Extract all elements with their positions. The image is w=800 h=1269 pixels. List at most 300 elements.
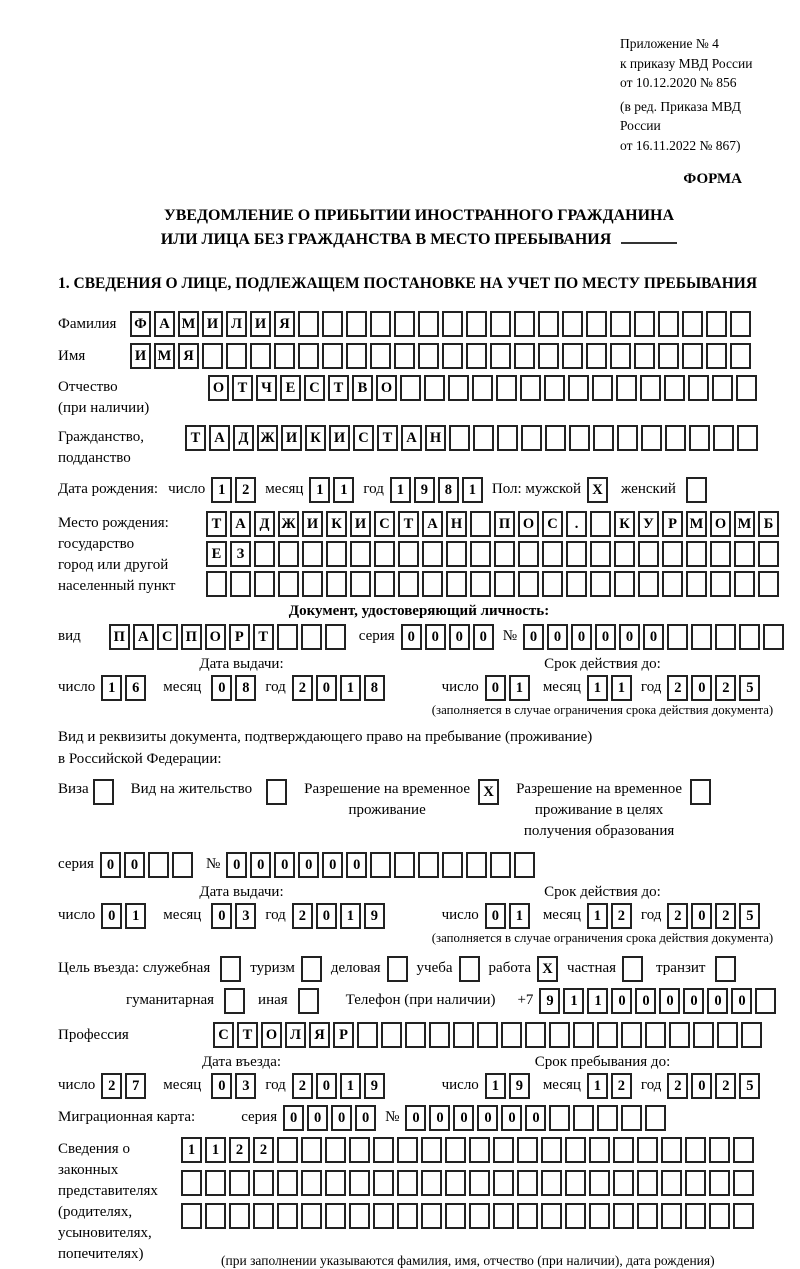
form-cell[interactable]: Н [446,511,467,537]
form-cell[interactable] [397,1170,418,1196]
form-cell[interactable] [616,375,637,401]
form-cell[interactable] [181,1170,202,1196]
form-cell[interactable] [442,343,463,369]
form-cell[interactable] [640,375,661,401]
form-cell[interactable] [466,852,487,878]
form-cell[interactable] [206,571,227,597]
form-cell[interactable]: Р [662,511,683,537]
form-cell[interactable] [446,541,467,567]
form-cell[interactable] [494,571,515,597]
form-cell[interactable] [373,1170,394,1196]
form-cell[interactable] [370,311,391,337]
form-cell[interactable]: Т [185,425,206,451]
form-cell[interactable] [254,571,275,597]
form-cell[interactable] [418,311,439,337]
form-cell[interactable] [350,571,371,597]
form-cell[interactable] [466,343,487,369]
form-cell[interactable] [501,1022,522,1048]
form-cell[interactable] [518,541,539,567]
form-cell[interactable] [613,1137,634,1163]
form-cell[interactable] [394,852,415,878]
form-cell[interactable] [661,1137,682,1163]
form-cell[interactable] [418,852,439,878]
form-cell[interactable]: 0 [346,852,367,878]
form-cell[interactable] [298,343,319,369]
form-cell[interactable] [685,1170,706,1196]
form-cell[interactable]: 8 [364,675,385,701]
form-cell[interactable]: О [376,375,397,401]
form-cell[interactable] [202,343,223,369]
form-cell[interactable] [715,624,736,650]
form-cell[interactable] [562,311,583,337]
form-cell[interactable]: И [281,425,302,451]
form-cell[interactable]: 9 [539,988,560,1014]
form-cell[interactable] [459,956,480,982]
form-cell[interactable]: 1 [205,1137,226,1163]
form-cell[interactable] [301,624,322,650]
form-cell[interactable]: 0 [473,624,494,650]
form-cell[interactable] [597,1022,618,1048]
form-cell[interactable] [357,1022,378,1048]
form-cell[interactable] [466,311,487,337]
form-cell[interactable] [637,1203,658,1229]
form-cell[interactable] [689,425,710,451]
form-cell[interactable] [514,852,535,878]
form-cell[interactable] [374,571,395,597]
form-cell[interactable]: П [109,624,130,650]
form-cell[interactable]: 0 [501,1105,522,1131]
form-cell[interactable]: А [154,311,175,337]
form-cell[interactable] [229,1170,250,1196]
form-cell[interactable]: 0 [691,903,712,929]
form-cell[interactable] [326,541,347,567]
form-cell[interactable] [686,477,707,503]
form-cell[interactable]: 0 [101,903,122,929]
form-cell[interactable]: 5 [739,903,760,929]
form-cell[interactable]: 0 [571,624,592,650]
form-cell[interactable] [538,343,559,369]
form-cell[interactable]: X [537,956,558,982]
form-cell[interactable] [710,571,731,597]
form-cell[interactable]: Д [233,425,254,451]
form-cell[interactable] [325,624,346,650]
form-cell[interactable] [597,1105,618,1131]
form-cell[interactable] [220,956,241,982]
form-cell[interactable] [470,571,491,597]
form-cell[interactable] [418,343,439,369]
form-cell[interactable] [277,1203,298,1229]
form-cell[interactable]: 1 [340,675,361,701]
form-cell[interactable]: 0 [429,1105,450,1131]
form-cell[interactable] [224,988,245,1014]
form-cell[interactable] [638,571,659,597]
form-cell[interactable]: 9 [509,1073,530,1099]
form-cell[interactable] [542,571,563,597]
form-cell[interactable] [301,1203,322,1229]
form-cell[interactable]: 1 [485,1073,506,1099]
form-cell[interactable]: 2 [292,903,313,929]
form-cell[interactable] [662,571,683,597]
form-cell[interactable] [381,1022,402,1048]
form-cell[interactable]: О [261,1022,282,1048]
form-cell[interactable] [514,311,535,337]
form-cell[interactable] [250,343,271,369]
form-cell[interactable] [301,1137,322,1163]
form-cell[interactable] [665,425,686,451]
form-cell[interactable]: 1 [587,988,608,1014]
form-cell[interactable] [614,541,635,567]
form-cell[interactable] [346,311,367,337]
form-cell[interactable]: 2 [292,1073,313,1099]
form-cell[interactable] [586,311,607,337]
form-cell[interactable] [472,375,493,401]
form-cell[interactable] [230,571,251,597]
form-cell[interactable]: 1 [587,1073,608,1099]
form-cell[interactable]: М [686,511,707,537]
form-cell[interactable]: А [209,425,230,451]
form-cell[interactable] [544,375,565,401]
form-cell[interactable] [493,1170,514,1196]
form-cell[interactable]: 1 [211,477,232,503]
form-cell[interactable]: 3 [235,903,256,929]
form-cell[interactable] [733,1170,754,1196]
form-cell[interactable] [277,1137,298,1163]
form-cell[interactable] [394,343,415,369]
form-cell[interactable]: 0 [485,903,506,929]
form-cell[interactable] [634,343,655,369]
form-cell[interactable] [274,343,295,369]
form-cell[interactable] [172,852,193,878]
form-cell[interactable]: 2 [253,1137,274,1163]
form-cell[interactable]: 2 [667,1073,688,1099]
form-cell[interactable] [521,425,542,451]
form-cell[interactable]: 0 [659,988,680,1014]
form-cell[interactable]: З [230,541,251,567]
form-cell[interactable] [638,541,659,567]
form-cell[interactable] [349,1170,370,1196]
form-cell[interactable]: С [353,425,374,451]
form-cell[interactable]: 0 [707,988,728,1014]
form-cell[interactable] [205,1203,226,1229]
form-cell[interactable] [641,425,662,451]
form-cell[interactable] [397,1137,418,1163]
form-cell[interactable]: Т [377,425,398,451]
form-cell[interactable] [590,511,611,537]
form-cell[interactable]: И [329,425,350,451]
form-cell[interactable] [397,1203,418,1229]
form-cell[interactable]: П [494,511,515,537]
form-cell[interactable] [734,571,755,597]
form-cell[interactable] [682,311,703,337]
form-cell[interactable]: Т [328,375,349,401]
form-cell[interactable] [565,1137,586,1163]
form-cell[interactable] [739,624,760,650]
form-cell[interactable] [302,571,323,597]
form-cell[interactable] [387,956,408,982]
form-cell[interactable]: Е [280,375,301,401]
form-cell[interactable]: 0 [211,903,232,929]
form-cell[interactable] [613,1203,634,1229]
form-cell[interactable] [710,541,731,567]
form-cell[interactable]: 6 [125,675,146,701]
form-cell[interactable] [730,343,751,369]
form-cell[interactable]: Т [232,375,253,401]
form-cell[interactable]: 1 [587,903,608,929]
form-cell[interactable] [645,1022,666,1048]
form-cell[interactable] [493,1137,514,1163]
form-cell[interactable]: 0 [691,675,712,701]
form-cell[interactable]: 0 [523,624,544,650]
form-cell[interactable] [730,311,751,337]
form-cell[interactable] [470,541,491,567]
form-cell[interactable]: 0 [124,852,145,878]
form-cell[interactable] [733,1203,754,1229]
form-cell[interactable] [637,1137,658,1163]
form-cell[interactable] [473,425,494,451]
form-cell[interactable] [565,1203,586,1229]
form-cell[interactable]: 2 [292,675,313,701]
form-cell[interactable] [763,624,784,650]
form-cell[interactable] [421,1170,442,1196]
form-cell[interactable] [690,779,711,805]
form-cell[interactable] [301,956,322,982]
form-cell[interactable] [517,1170,538,1196]
form-cell[interactable]: 8 [438,477,459,503]
form-cell[interactable] [226,343,247,369]
form-cell[interactable]: 3 [235,1073,256,1099]
form-cell[interactable]: 0 [595,624,616,650]
form-cell[interactable]: 0 [611,988,632,1014]
form-cell[interactable] [573,1022,594,1048]
form-cell[interactable] [493,1203,514,1229]
form-cell[interactable] [733,1137,754,1163]
form-cell[interactable]: Т [398,511,419,537]
form-cell[interactable]: 5 [739,675,760,701]
form-cell[interactable] [538,311,559,337]
form-cell[interactable]: В [352,375,373,401]
form-cell[interactable]: А [401,425,422,451]
form-cell[interactable] [613,1170,634,1196]
form-cell[interactable] [490,852,511,878]
form-cell[interactable] [445,1170,466,1196]
form-cell[interactable] [445,1203,466,1229]
form-cell[interactable] [469,1170,490,1196]
form-cell[interactable] [322,343,343,369]
form-cell[interactable] [565,1170,586,1196]
form-cell[interactable]: И [302,511,323,537]
form-cell[interactable]: О [208,375,229,401]
form-cell[interactable]: X [478,779,499,805]
form-cell[interactable]: 1 [309,477,330,503]
form-cell[interactable]: 0 [307,1105,328,1131]
form-cell[interactable]: 1 [509,675,530,701]
form-cell[interactable]: 0 [635,988,656,1014]
form-cell[interactable]: 1 [125,903,146,929]
form-cell[interactable]: Л [226,311,247,337]
form-cell[interactable]: Я [178,343,199,369]
form-cell[interactable] [350,541,371,567]
form-cell[interactable]: 0 [547,624,568,650]
form-cell[interactable] [688,375,709,401]
form-cell[interactable]: 9 [414,477,435,503]
form-cell[interactable]: К [614,511,635,537]
form-cell[interactable] [566,541,587,567]
form-cell[interactable]: 0 [283,1105,304,1131]
form-cell[interactable]: 0 [298,852,319,878]
form-cell[interactable]: 1 [333,477,354,503]
form-cell[interactable] [709,1170,730,1196]
form-cell[interactable] [592,375,613,401]
form-cell[interactable] [610,343,631,369]
form-cell[interactable]: М [154,343,175,369]
form-cell[interactable]: 2 [611,903,632,929]
form-cell[interactable]: 9 [364,1073,385,1099]
form-cell[interactable] [617,425,638,451]
form-cell[interactable]: С [304,375,325,401]
form-cell[interactable]: 2 [229,1137,250,1163]
form-cell[interactable]: . [566,511,587,537]
form-cell[interactable] [278,541,299,567]
form-cell[interactable]: Л [285,1022,306,1048]
form-cell[interactable]: 2 [611,1073,632,1099]
form-cell[interactable]: 2 [667,675,688,701]
form-cell[interactable] [93,779,114,805]
form-cell[interactable] [709,1137,730,1163]
form-cell[interactable]: Ж [278,511,299,537]
form-cell[interactable]: Р [229,624,250,650]
form-cell[interactable] [490,343,511,369]
form-cell[interactable] [448,375,469,401]
form-cell[interactable] [664,375,685,401]
form-cell[interactable] [693,1022,714,1048]
form-cell[interactable]: 0 [453,1105,474,1131]
form-cell[interactable]: О [205,624,226,650]
form-cell[interactable]: У [638,511,659,537]
form-cell[interactable] [541,1137,562,1163]
form-cell[interactable] [373,1137,394,1163]
form-cell[interactable]: Ф [130,311,151,337]
form-cell[interactable]: И [202,311,223,337]
form-cell[interactable]: 0 [683,988,704,1014]
form-cell[interactable]: 0 [331,1105,352,1131]
form-cell[interactable] [715,956,736,982]
form-cell[interactable] [442,852,463,878]
form-cell[interactable] [645,1105,666,1131]
form-cell[interactable] [590,541,611,567]
form-cell[interactable] [662,541,683,567]
form-cell[interactable]: 0 [691,1073,712,1099]
form-cell[interactable]: 5 [739,1073,760,1099]
form-cell[interactable] [568,375,589,401]
form-cell[interactable] [621,1105,642,1131]
form-cell[interactable] [734,541,755,567]
form-cell[interactable]: Ж [257,425,278,451]
form-cell[interactable] [685,1203,706,1229]
form-cell[interactable]: 0 [250,852,271,878]
form-cell[interactable] [349,1137,370,1163]
form-cell[interactable]: 0 [449,624,470,650]
form-cell[interactable] [758,541,779,567]
form-cell[interactable] [755,988,776,1014]
form-cell[interactable] [470,511,491,537]
form-cell[interactable] [278,571,299,597]
form-cell[interactable] [593,425,614,451]
form-cell[interactable] [469,1137,490,1163]
form-cell[interactable] [405,1022,426,1048]
form-cell[interactable]: А [422,511,443,537]
form-cell[interactable]: 0 [477,1105,498,1131]
form-cell[interactable]: П [181,624,202,650]
form-cell[interactable] [497,425,518,451]
form-cell[interactable] [669,1022,690,1048]
form-cell[interactable] [301,1170,322,1196]
form-cell[interactable] [421,1137,442,1163]
form-cell[interactable]: С [157,624,178,650]
form-cell[interactable] [589,1137,610,1163]
form-cell[interactable]: 0 [643,624,664,650]
form-cell[interactable] [686,571,707,597]
form-cell[interactable] [449,425,470,451]
form-cell[interactable] [520,375,541,401]
form-cell[interactable]: 0 [425,624,446,650]
form-cell[interactable] [424,375,445,401]
form-cell[interactable] [712,375,733,401]
form-cell[interactable] [253,1170,274,1196]
form-cell[interactable]: 0 [316,1073,337,1099]
form-cell[interactable] [525,1022,546,1048]
form-cell[interactable] [737,425,758,451]
form-cell[interactable]: О [710,511,731,537]
form-cell[interactable]: 0 [405,1105,426,1131]
form-cell[interactable]: 0 [619,624,640,650]
form-cell[interactable]: Т [253,624,274,650]
form-cell[interactable] [682,343,703,369]
form-cell[interactable] [302,541,323,567]
form-cell[interactable]: 0 [100,852,121,878]
form-cell[interactable] [346,343,367,369]
form-cell[interactable] [634,311,655,337]
form-cell[interactable] [422,571,443,597]
form-cell[interactable] [736,375,757,401]
form-cell[interactable] [370,852,391,878]
form-cell[interactable] [717,1022,738,1048]
form-cell[interactable]: Т [237,1022,258,1048]
form-cell[interactable] [589,1170,610,1196]
form-cell[interactable] [266,779,287,805]
form-cell[interactable] [298,311,319,337]
form-cell[interactable] [490,311,511,337]
form-cell[interactable] [494,541,515,567]
form-cell[interactable] [400,375,421,401]
form-cell[interactable] [517,1137,538,1163]
form-cell[interactable] [518,571,539,597]
form-cell[interactable] [229,1203,250,1229]
form-cell[interactable] [541,1203,562,1229]
form-cell[interactable] [253,1203,274,1229]
form-cell[interactable] [741,1022,762,1048]
form-cell[interactable]: О [518,511,539,537]
form-cell[interactable]: 7 [125,1073,146,1099]
form-cell[interactable]: 9 [364,903,385,929]
form-cell[interactable] [713,425,734,451]
form-cell[interactable]: 2 [101,1073,122,1099]
form-cell[interactable] [621,1022,642,1048]
form-cell[interactable] [686,541,707,567]
form-cell[interactable] [658,311,679,337]
form-cell[interactable]: 0 [211,675,232,701]
form-cell[interactable] [706,343,727,369]
form-cell[interactable] [325,1203,346,1229]
